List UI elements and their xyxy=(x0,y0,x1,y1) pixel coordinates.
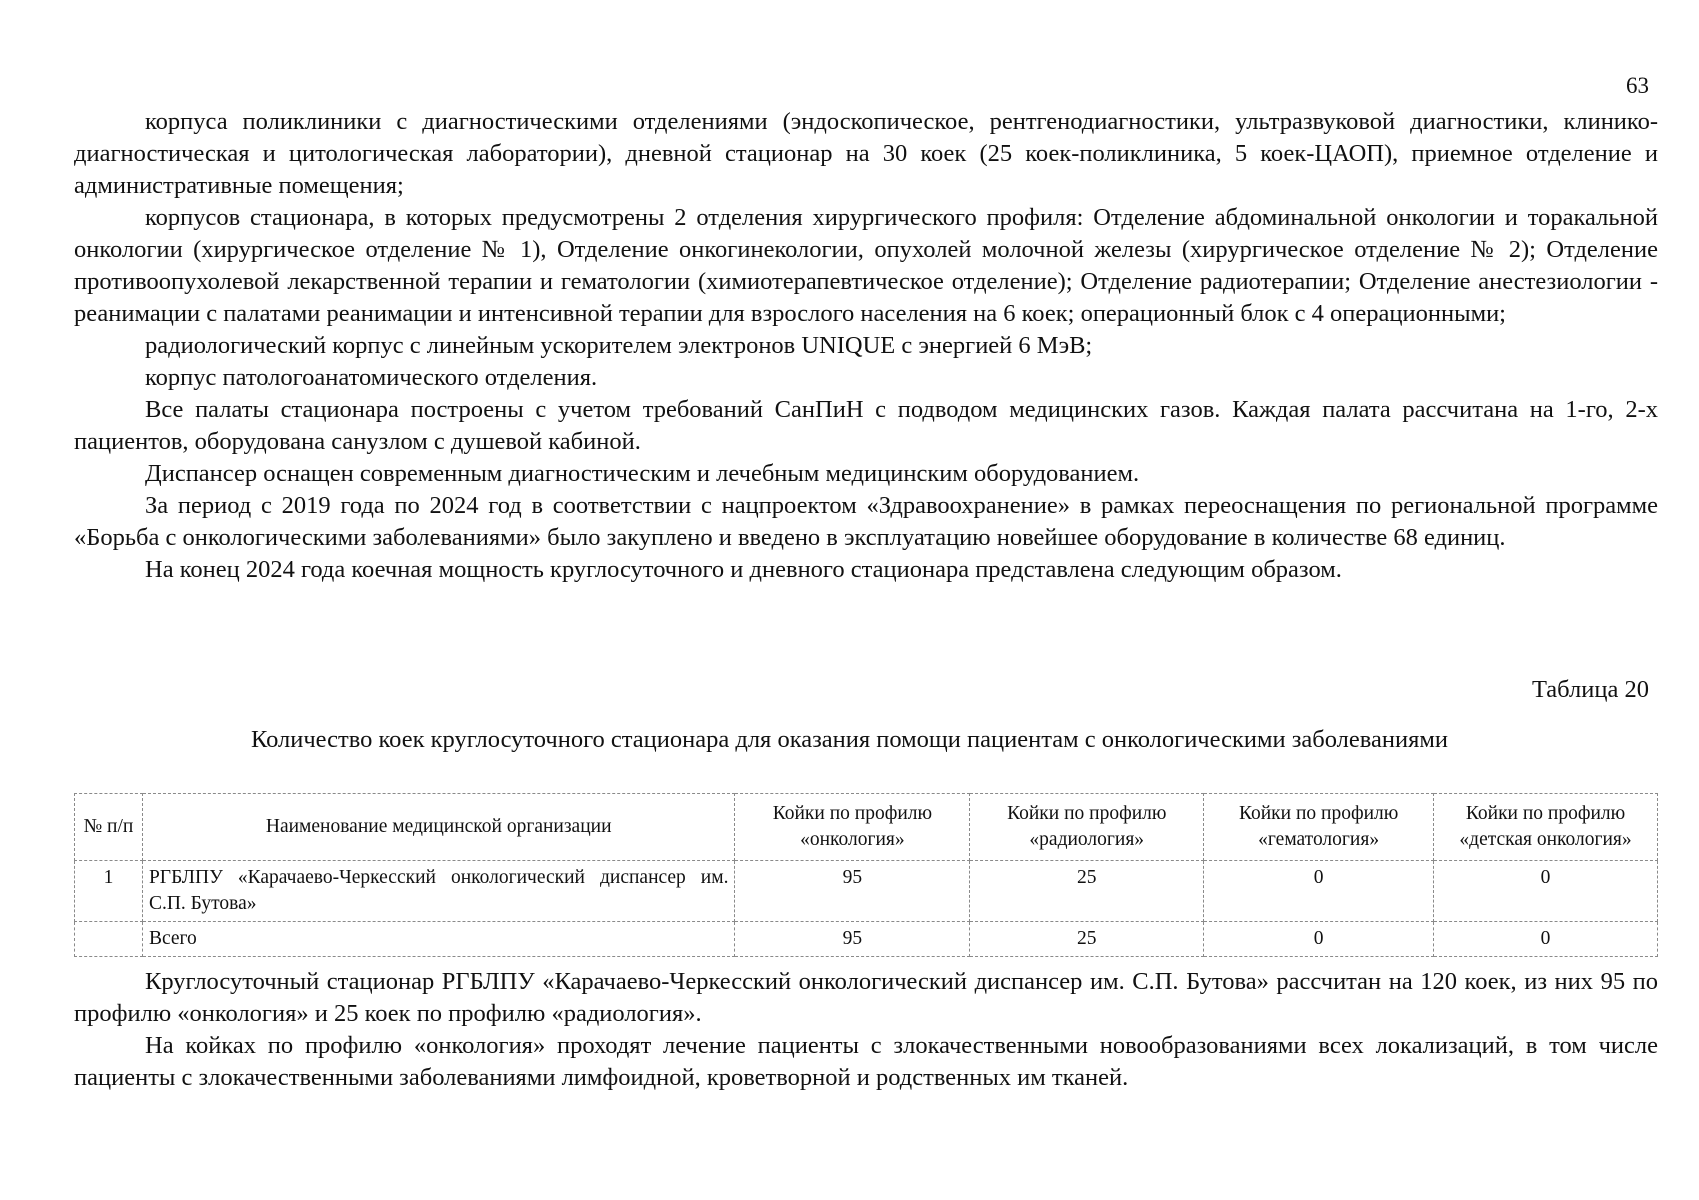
cell-organization: РГБЛПУ «Карачаево-Черкесский онкологический диспансер им. С.П. Бутова» xyxy=(142,861,735,922)
table-title: Количество коек круглосуточного стационара для оказания помощи пациентам с онкологическими заболеваниями xyxy=(250,726,1449,753)
header-pediatric-oncology-beds: Койки по профилю «детская онкология» xyxy=(1434,794,1658,861)
header-number: № п/п xyxy=(75,794,143,861)
paragraph: На конец 2024 года коечная мощность круглосуточного и дневного стационара представлена следующим образом. xyxy=(145,556,1342,583)
cell-radiology: 25 xyxy=(970,922,1204,957)
paragraph: Круглосуточный стационар РГБЛПУ «Карачаево-Черкесский онкологический диспансер им. С.П. Бутова» рассчитан на 120 коек, из них 95 по профилю «онкология» и 25 коек по профилю «радиология». xyxy=(74,968,1658,1027)
header-radiology-beds: Койки по профилю «радиология» xyxy=(970,794,1204,861)
cell-oncology: 95 xyxy=(735,922,970,957)
paragraph: корпуса поликлиники с диагностическими отделениями (эндоскопическое, рентгенодиагностики, ультразвуковой диагностики, клинико-диагностическая и цитологическая лаборатории), дневной стационар на 30 коек (25 коек-поликлиника, 5 коек-ЦАОП), приемное отделение и административные помещения; xyxy=(74,108,1658,199)
beds-table xyxy=(74,793,1658,957)
header-hematology-beds: Койки по профилю «гематология» xyxy=(1204,794,1434,861)
paragraph: Все палаты стационара построены с учетом требований СанПиН с подводом медицинских газов. Каждая палата рассчитана на 1-го, 2-х пациентов, оборудована санузлом с душевой кабиной. xyxy=(74,396,1658,455)
bottom-text xyxy=(74,966,1658,1094)
table-header-row xyxy=(75,794,1658,861)
paragraph: За период с 2019 года по 2024 год в соответствии с нацпроектом «Здравоохранение» в рамках переоснащения по региональной программе «Борьба с онкологическими заболеваниями» было закуплено и введено в эксплуатацию новейшее оборудование в количестве 68 единиц. xyxy=(74,492,1658,551)
table-row-total xyxy=(75,922,1658,957)
header-oncology-beds: Койки по профилю «онкология» xyxy=(735,794,970,861)
paragraph: На койках по профилю «онкология» проходят лечение пациенты с злокачественными новообразованиями всех локализаций, в том числе пациенты с злокачественными заболеваниями лимфоидной, кроветворной и родственных им тканей. xyxy=(74,1032,1658,1091)
cell-oncology: 95 xyxy=(735,861,970,922)
cell-number xyxy=(75,922,143,957)
cell-pediatric-oncology: 0 xyxy=(1434,922,1658,957)
cell-radiology: 25 xyxy=(970,861,1204,922)
body-text xyxy=(74,106,1658,586)
table-row xyxy=(75,861,1658,922)
table-label: Таблица 20 xyxy=(1531,676,1649,703)
cell-hematology: 0 xyxy=(1204,861,1434,922)
cell-organization: Всего xyxy=(142,922,735,957)
paragraph: корпус патологоанатомического отделения. xyxy=(145,364,598,391)
page-number: 63 xyxy=(1626,73,1649,98)
cell-number: 1 xyxy=(75,861,143,922)
paragraph: радиологический корпус с линейным ускорителем электронов UNIQUE с энергией 6 МэВ; xyxy=(145,332,1093,359)
header-organization: Наименование медицинской организации xyxy=(142,794,735,861)
cell-pediatric-oncology: 0 xyxy=(1434,861,1658,922)
paragraph: Диспансер оснащен современным диагностическим и лечебным медицинским оборудованием. xyxy=(145,460,1140,487)
cell-hematology: 0 xyxy=(1204,922,1434,957)
paragraph: корпусов стационара, в которых предусмотрены 2 отделения хирургического профиля: Отделение абдоминальной онкологии и торакальной онкологии (хирургическое отделение № 1), Отделение онкогинекологии, опухолей молочной железы (хирургическое отделение № 2); Отделение противоопухолевой лекарственной терапии и гематологии (химиотерапевтическое отделение); Отделение радиотерапии; Отделение анестезиологии - реанимации с палатами реанимации и интенсивной терапии для взрослого населения на 6 коек; операционный блок с 4 операционными; xyxy=(74,204,1658,327)
